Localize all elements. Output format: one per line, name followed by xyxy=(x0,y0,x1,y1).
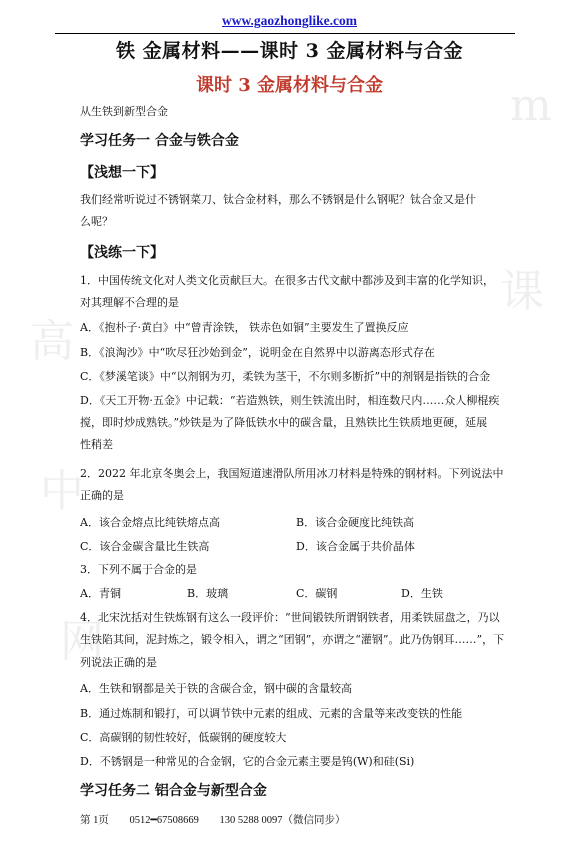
question-1-option-c: C．《梦溪笔谈》中“以剂钢为刃，柔铁为茎干，不尔则多断折”中的剂钢是指铁的合金 xyxy=(80,370,491,383)
intro-text: 从生铁到新型合金 xyxy=(80,105,168,118)
header-rule xyxy=(55,33,515,34)
practice-label: 【浅练一下】 xyxy=(80,245,164,261)
site-url xyxy=(0,10,579,29)
think-text: 我们经常听说过不锈钢菜刀、钛合金材料，那么不锈钢是什么钢呢？钛合金又是什 xyxy=(80,193,476,206)
question-1-option-b: B．《浪淘沙》中“吹尽狂沙始到金”，说明金在自然界中以游离态形式存在 xyxy=(80,346,435,359)
footer-phone-wechat: 130 5288 0097（微信同步） xyxy=(219,815,346,826)
question-3-option-a: A．青铜 xyxy=(80,587,121,600)
question-4-stem: 4．北宋沈括对生铁炼钢有这么一段评价：“世间锻铁所谓钢铁者，用柔铁屈盘之，乃以 xyxy=(80,611,500,624)
question-3-option-c: C．碳钢 xyxy=(296,587,338,600)
question-1-stem: 1．中国传统文化对人类文化贡献巨大。在很多古代文献中都涉及到丰富的化学知识， xyxy=(80,274,494,287)
page-title: 铁 金属材料——课时 3 金属材料与合金 xyxy=(115,40,464,62)
watermark-glyph: 课 xyxy=(500,266,544,317)
question-2-option-c: C．该合金碳含量比生铁高 xyxy=(80,540,210,553)
question-1-option-d: D．《天工开物·五金》中记载：“若造熟铁，则生铁流出时，相连数尺内……众人柳棍疾 xyxy=(80,394,500,407)
question-2-stem: 2．2022 年北京冬奥会上，我国短道速滑队所用冰刀材料是特殊的钢材料。下列说法中 xyxy=(80,467,504,480)
question-1-option-d: 搅，即时炒成熟铁。”炒铁是为了降低铁水中的碳含量，且熟铁比生铁质地更硬，延展 xyxy=(80,416,488,429)
page-subtitle: 课时 3 金属材料与合金 xyxy=(195,75,384,96)
question-4-option-d: D．不锈钢是一种常见的合金钢，它的合金元素主要是钨(W)和硅(Si) xyxy=(80,755,415,768)
site-link[interactable]: www.gaozhonglike.com xyxy=(222,13,357,28)
question-3-stem: 3．下列不属于合金的是 xyxy=(80,563,197,576)
question-4-option-c: C．高碳钢的韧性较好，低碳钢的硬度较大 xyxy=(80,731,287,744)
question-4-stem: 生铁陷其间，泥封炼之，锻令相入，谓之“团钢”，亦谓之“灌钢”。此乃伪钢耳……”，下 xyxy=(80,633,505,646)
question-2-option-b: B．该合金硬度比纯铁高 xyxy=(296,516,415,529)
question-2-stem: 正确的是 xyxy=(80,489,124,502)
question-2-option-a: A．该合金熔点比纯铁熔点高 xyxy=(80,516,220,529)
watermark-glyph: 高 xyxy=(30,316,74,367)
question-2-option-d: D．该合金属于共价晶体 xyxy=(296,540,415,553)
question-1-option-d: 性稍差 xyxy=(80,438,113,451)
think-text: 么呢？ xyxy=(80,215,113,228)
question-1-stem: 对其理解不合理的是 xyxy=(80,296,179,309)
task2-heading: 学习任务二 铝合金与新型合金 xyxy=(80,783,267,799)
question-4-stem: 列说法正确的是 xyxy=(80,656,157,669)
page-number: 第 1页 xyxy=(80,815,109,826)
watermark-glyph: 中 xyxy=(40,466,84,517)
question-4-option-b: B．通过炼制和锻打，可以调节铁中元素的组成、元素的含量等来改变铁的性能 xyxy=(80,707,463,720)
question-3-option-b: B．玻璃 xyxy=(187,587,229,600)
watermark-glyph: 网 xyxy=(60,616,104,667)
watermark-glyph: m xyxy=(510,80,552,131)
question-4-option-a: A．生铁和钢都是关于铁的含碳合金，钢中碳的含量较高 xyxy=(80,682,352,695)
question-3-option-d: D．生铁 xyxy=(401,587,443,600)
question-1-option-a: A．《抱朴子·黄白》中“曾青涂铁， 铁赤色如铜”主要发生了置换反应 xyxy=(80,321,409,334)
page-footer xyxy=(80,812,363,827)
think-label: 【浅想一下】 xyxy=(80,165,164,181)
footer-phone: 0512━67508669 xyxy=(129,815,199,826)
task1-heading: 学习任务一 合金与铁合金 xyxy=(80,133,239,149)
